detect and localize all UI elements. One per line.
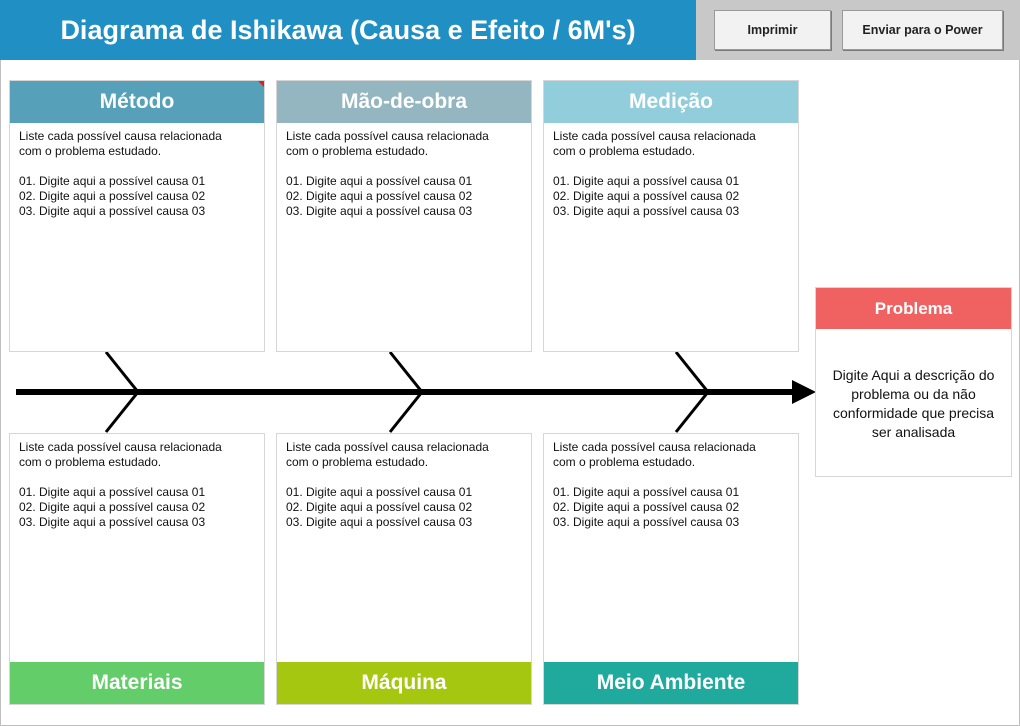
cause-line: 03. Digite aqui a possível causa 03: [286, 204, 473, 218]
category-text-medicao[interactable]: [553, 129, 792, 219]
category-text-materiais[interactable]: [19, 440, 258, 530]
intro-line: com o problema estudado.: [553, 455, 696, 469]
cause-line: 03. Digite aqui a possível causa 03: [19, 204, 206, 218]
spine-arrowhead: [792, 380, 816, 404]
category-text-maquina[interactable]: [286, 440, 525, 530]
problem-header: Problema: [816, 288, 1011, 329]
cause-line: 02. Digite aqui a possível causa 02: [553, 189, 740, 203]
cause-line: 02. Digite aqui a possível causa 02: [286, 189, 473, 203]
intro-line: Liste cada possível causa relacionada: [286, 440, 489, 454]
intro-line: com o problema estudado.: [19, 455, 162, 469]
category-box-medicao: [543, 80, 799, 352]
comment-indicator: [258, 81, 264, 87]
intro-line: Liste cada possível causa relacionada: [19, 440, 222, 454]
category-text-meio-ambiente[interactable]: [553, 440, 792, 530]
intro-line: Liste cada possível causa relacionada: [286, 129, 489, 143]
category-box-maquina: [276, 433, 532, 705]
cause-line: 03. Digite aqui a possível causa 03: [286, 515, 473, 529]
category-text-metodo[interactable]: [19, 129, 258, 219]
cause-line: 01. Digite aqui a possível causa 01: [553, 174, 740, 188]
category-header-medicao: Medição: [544, 81, 798, 123]
category-header-materiais: Materiais: [10, 662, 264, 704]
cause-line: 02. Digite aqui a possível causa 02: [286, 500, 473, 514]
cause-line: 01. Digite aqui a possível causa 01: [19, 485, 206, 499]
intro-line: Liste cada possível causa relacionada: [553, 129, 756, 143]
category-box-meio-ambiente: [543, 433, 799, 705]
cause-line: 01. Digite aqui a possível causa 01: [19, 174, 206, 188]
intro-line: com o problema estudado.: [286, 144, 429, 158]
cause-line: 01. Digite aqui a possível causa 01: [286, 485, 473, 499]
problem-description[interactable]: Digite Aqui a descrição do problema ou da não conformidade que precisa ser analisada: [832, 367, 995, 440]
category-text-mao-de-obra[interactable]: [286, 129, 525, 219]
cause-line: 01. Digite aqui a possível causa 01: [286, 174, 473, 188]
cause-line: 01. Digite aqui a possível causa 01: [553, 485, 740, 499]
cause-line: 02. Digite aqui a possível causa 02: [553, 500, 740, 514]
print-button[interactable]: Imprimir: [714, 10, 831, 50]
cause-line: 03. Digite aqui a possível causa 03: [19, 515, 206, 529]
intro-line: com o problema estudado.: [286, 455, 429, 469]
category-header-mao-de-obra: Mão-de-obra: [277, 81, 531, 123]
category-box-metodo: [9, 80, 265, 352]
intro-line: com o problema estudado.: [19, 144, 162, 158]
category-header-meio-ambiente: Meio Ambiente: [544, 662, 798, 704]
category-header-maquina: Máquina: [277, 662, 531, 704]
category-box-materiais: [9, 433, 265, 705]
cause-line: 03. Digite aqui a possível causa 03: [553, 204, 740, 218]
page-title: Diagrama de Ishikawa (Causa e Efeito / 6M's): [0, 0, 696, 60]
cause-line: 03. Digite aqui a possível causa 03: [553, 515, 740, 529]
cause-line: 02. Digite aqui a possível causa 02: [19, 189, 206, 203]
cause-line: 02. Digite aqui a possível causa 02: [19, 500, 206, 514]
intro-line: Liste cada possível causa relacionada: [553, 440, 756, 454]
intro-line: com o problema estudado.: [553, 144, 696, 158]
category-header-metodo: Método: [10, 81, 264, 123]
send-to-power-button[interactable]: Enviar para o Power: [842, 10, 1003, 50]
problem-box: [815, 287, 1012, 477]
category-box-mao-de-obra: [276, 80, 532, 352]
intro-line: Liste cada possível causa relacionada: [19, 129, 222, 143]
